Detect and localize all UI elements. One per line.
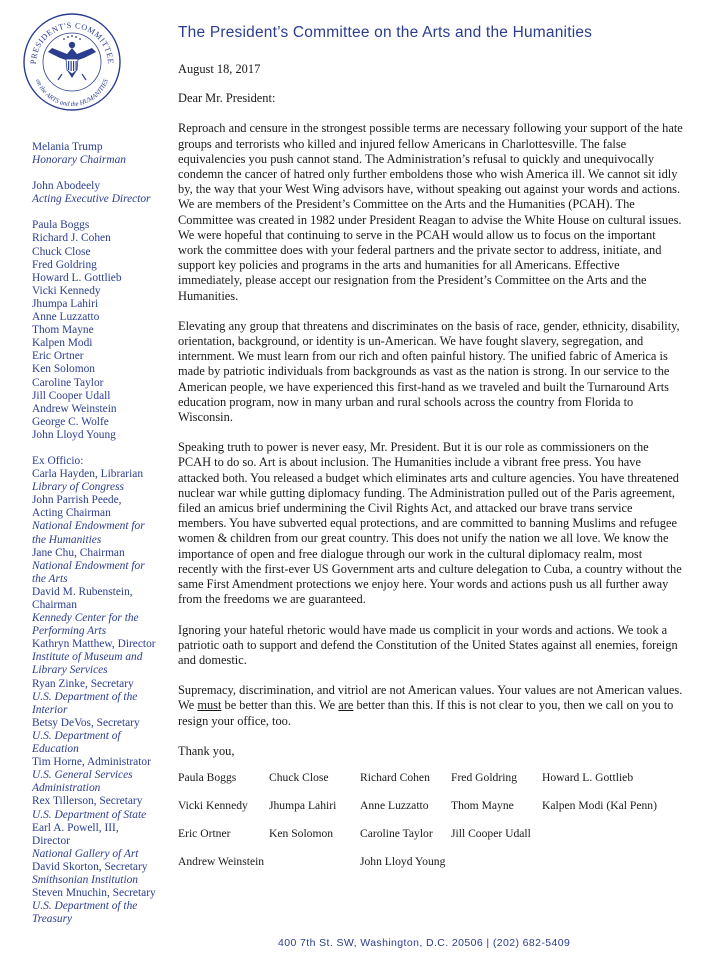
letter-paragraph-final xyxy=(178,683,683,729)
letter-paragraph: Reproach and censure in the strongest possible terms are necessary following your support of the hate groups and terrorists who killed and injured fellow Americans in Charlottesville. The false equivalencies you push cannot stand. The Administration’s refusal to quickly and unequivocally condemn the cancer of hatred only further emboldens those who wish America ill. We cannot sit idly by, the way that your West Wing advisors have, without speaking out against your words and actions. We are members of the President’s Committee on the Arts and the Humanities (PCAH). The Committee was created in 1982 under President Reagan to advise the White House on cultural issues. We were hopeful that continuing to serve in the PCAH would allow us to focus on the important work the committee does with your federal partners and the private sector to address, initiate, and support key policies and programs in the arts and humanities for all Americans. Effective immediately, please accept our resignation from the President’s Committee on the Arts and the Humanities. xyxy=(178,121,683,303)
signatory-name: Jhumpa Lahiri xyxy=(269,798,337,812)
letter-salutation: Dear Mr. President: xyxy=(178,91,276,106)
sidebar-name-line: Fred Goldring xyxy=(32,258,97,271)
sidebar-title-line: National Gallery of Art xyxy=(32,847,139,860)
final-emphasis-must: must xyxy=(197,698,222,713)
sidebar-title-line: National Endowment for xyxy=(32,559,145,572)
signature-row xyxy=(178,854,683,882)
sidebar-name-line: David Skorton, Secretary xyxy=(32,860,148,873)
sidebar-name-line: Chuck Close xyxy=(32,245,91,258)
signatory-name: Jill Cooper Udall xyxy=(451,826,531,840)
sidebar-group xyxy=(32,180,167,206)
sidebar-title-line: Library of Congress xyxy=(32,481,124,494)
sidebar-name-line: Kathryn Matthew, Director xyxy=(32,638,156,651)
letter-paragraph: Elevating any group that threatens and discriminates on the basis of race, gender, ethnicity, disability, orientation, background, or identity is un-American. We have fought slavery, segregation, and internment. We must learn from our rich and often painful history. The unified fabric of America is made by patriotic individuals from backgrounds as vast as the nation is strong. In our service to the American people, we have experienced this first-hand as we traveled and built the Turnaround Arts education program, now in many urban and rural schools across the country from Florida to Wisconsin. xyxy=(178,318,680,425)
sidebar-title-line: U.S. Department of the xyxy=(32,690,138,703)
sidebar-name-line: Paula Boggs xyxy=(32,219,90,232)
signatory-name: Kalpen Modi (Kal Penn) xyxy=(542,798,657,812)
sidebar-name-line: Ryan Zinke, Secretary xyxy=(32,677,134,690)
signatory-name: Richard Cohen xyxy=(360,770,430,784)
final-text-2: be better than this. We xyxy=(221,698,339,713)
svg-text:PRESIDENT'S COMMITTEE: PRESIDENT'S COMMITTEE xyxy=(28,20,116,65)
sidebar-name-line: Acting Chairman xyxy=(32,507,111,520)
signature-row xyxy=(178,826,683,854)
signatory-name: Caroline Taylor xyxy=(360,826,433,840)
sidebar-title-line: the Arts xyxy=(32,572,68,585)
sidebar-name-line: David M. Rubenstein, xyxy=(32,585,133,598)
sidebar-title-line: the Humanities xyxy=(32,533,102,546)
signatory-name: Thom Mayne xyxy=(451,798,514,812)
letter-date: August 18, 2017 xyxy=(178,62,261,76)
signatory-name: Howard L. Gottlieb xyxy=(542,770,634,784)
sidebar-title-line: U.S. Department of State xyxy=(32,808,147,821)
signature-block xyxy=(178,770,683,882)
letter-paragraph: Speaking truth to power is never easy, Mr. President. But it is our role as commissioners on the PCAH to do so. Art is about inclusion. The Humanities include a vibrant free press. You have attacked both. You released a budget which eliminates arts and culture agencies. You have threatened nuclear war while gutting diplomacy funding. The Administration pulled out of the Paris agreement, filed an amicus brief undermining the Civil Rights Act, and attacked our brave trans service members. You have subverted equal protections, and are committed to banning Muslims and refugee women & children from our great country. This does not unify the nation we all love. We know the importance of open and free dialogue through our work in the cultural diplomacy realm, most recently with the first-ever US Government arts and culture delegation to Cuba, a country without the same First Amendment protections we enjoy here. Your words and actions push us all further away from the freedoms we are guaranteed. xyxy=(178,440,682,607)
sidebar-title-line: Smithsonian Institution xyxy=(32,873,139,886)
sidebar-name-line: George C. Wolfe xyxy=(32,415,109,428)
sidebar-name-line: Caroline Taylor xyxy=(32,376,104,389)
sidebar-group xyxy=(32,219,167,442)
sidebar-name-line: Earl A. Powell, III, xyxy=(32,821,119,834)
sidebar-title-line: Kennedy Center for the xyxy=(32,612,139,625)
final-emphasis-are: are xyxy=(338,698,354,713)
letter-body xyxy=(178,62,683,882)
signature-row xyxy=(178,798,683,826)
sidebar-name-line: Andrew Weinstein xyxy=(32,402,117,415)
sidebar-title-line: U.S. Department of xyxy=(32,729,121,742)
sidebar-title-line: Acting Executive Director xyxy=(32,193,151,206)
sidebar-title-line: Institute of Museum and xyxy=(32,651,143,664)
final-text-1: Supremacy, discrimination, and vitriol are not American values. Your values are not American values. We xyxy=(178,683,683,713)
sidebar-name-line: Melania Trump xyxy=(32,141,103,153)
sidebar-title-line: National Endowment for xyxy=(32,520,145,533)
sidebar-name-line: Jhumpa Lahiri xyxy=(32,297,99,310)
sidebar-name-line: Rex Tillerson, Secretary xyxy=(32,795,143,808)
sidebar-name-line: Anne Luzzatto xyxy=(32,311,100,324)
sidebar-name-line: Kalpen Modi xyxy=(32,337,93,350)
sidebar-name-line: Ex Officio: xyxy=(32,454,84,467)
svg-text:on the ARTS and the HUMANITIES: on the ARTS and the HUMANITIES xyxy=(34,78,110,109)
committee-seal-logo xyxy=(22,12,122,112)
signatory-name: John Lloyd Young xyxy=(360,854,446,868)
letter-paragraph: Ignoring your hateful rhetoric would have made us complicit in your words and actions. We took a patriotic oath to support and defend the Constitution of the United States against all enemies, foreign and domestic. xyxy=(178,622,678,667)
letter-closing: Thank you, xyxy=(178,743,235,758)
sidebar-group xyxy=(32,455,167,926)
sidebar-title-line: Administration xyxy=(32,782,101,795)
sidebar-name-line: Richard J. Cohen xyxy=(32,232,111,245)
sidebar-name-line: Steven Mnuchin, Secretary xyxy=(32,887,156,900)
sidebar-title-line: Education xyxy=(32,743,79,756)
signatory-name: Eric Ortner xyxy=(178,826,231,840)
final-text-3: better than this. If this is not clear to you, then we call on you to resign your office, too. xyxy=(178,698,674,728)
sidebar-name-line: Betsy DeVos, Secretary xyxy=(32,716,140,729)
sidebar-name-line: Ken Solomon xyxy=(32,363,95,376)
sidebar-group xyxy=(32,141,167,167)
sidebar-name-line: John Parrish Peede, xyxy=(32,494,122,507)
signatory-name: Andrew Weinstein xyxy=(178,854,265,868)
sidebar-title-line: Honorary Chairman xyxy=(32,154,126,167)
sidebar-name-line: Carla Hayden, Librarian xyxy=(32,468,144,481)
sidebar-title-line: U.S. General Services xyxy=(32,769,133,782)
sidebar-name-line: Vicki Kennedy xyxy=(32,284,101,297)
sidebar-title-line: Library Services xyxy=(32,664,108,677)
signatory-name: Chuck Close xyxy=(269,770,329,784)
sidebar-title-line: Interior xyxy=(32,703,68,716)
sidebar-title-line: Treasury xyxy=(32,913,73,926)
signatory-name: Vicki Kennedy xyxy=(178,798,248,812)
sidebar-name-line: Chairman xyxy=(32,599,77,611)
sidebar-name-line: Thom Mayne xyxy=(32,324,94,337)
sidebar-name-line: Eric Ortner xyxy=(32,350,84,363)
committee-members-sidebar xyxy=(32,141,167,939)
signatory-name: Ken Solomon xyxy=(269,826,334,840)
sidebar-name-line: Jill Cooper Udall xyxy=(32,389,111,402)
signature-row xyxy=(178,770,683,798)
sidebar-name-line: John Lloyd Young xyxy=(32,428,116,441)
signatory-name: Paula Boggs xyxy=(178,770,237,784)
sidebar-title-line: Performing Arts xyxy=(32,625,107,638)
sidebar-name-line: Jane Chu, Chairman xyxy=(32,546,125,559)
signatory-name xyxy=(269,854,360,882)
signatory-name: Fred Goldring xyxy=(451,770,518,784)
sidebar-name-line: Tim Horne, Administrator xyxy=(32,756,151,769)
sidebar-title-line: U.S. Department of the xyxy=(32,900,138,913)
signatory-name: Anne Luzzatto xyxy=(360,798,429,812)
committee-letterhead-title: The President’s Committee on the Arts and the Humanities xyxy=(178,24,593,41)
letterhead-footer-address: 400 7th St. SW, Washington, D.C. 20506 | (202) 682-5409 xyxy=(278,937,571,949)
sidebar-name-line: Howard L. Gottlieb xyxy=(32,271,122,284)
sidebar-name-line: Director xyxy=(32,834,70,847)
sidebar-name-line: John Abodeely xyxy=(32,180,101,193)
